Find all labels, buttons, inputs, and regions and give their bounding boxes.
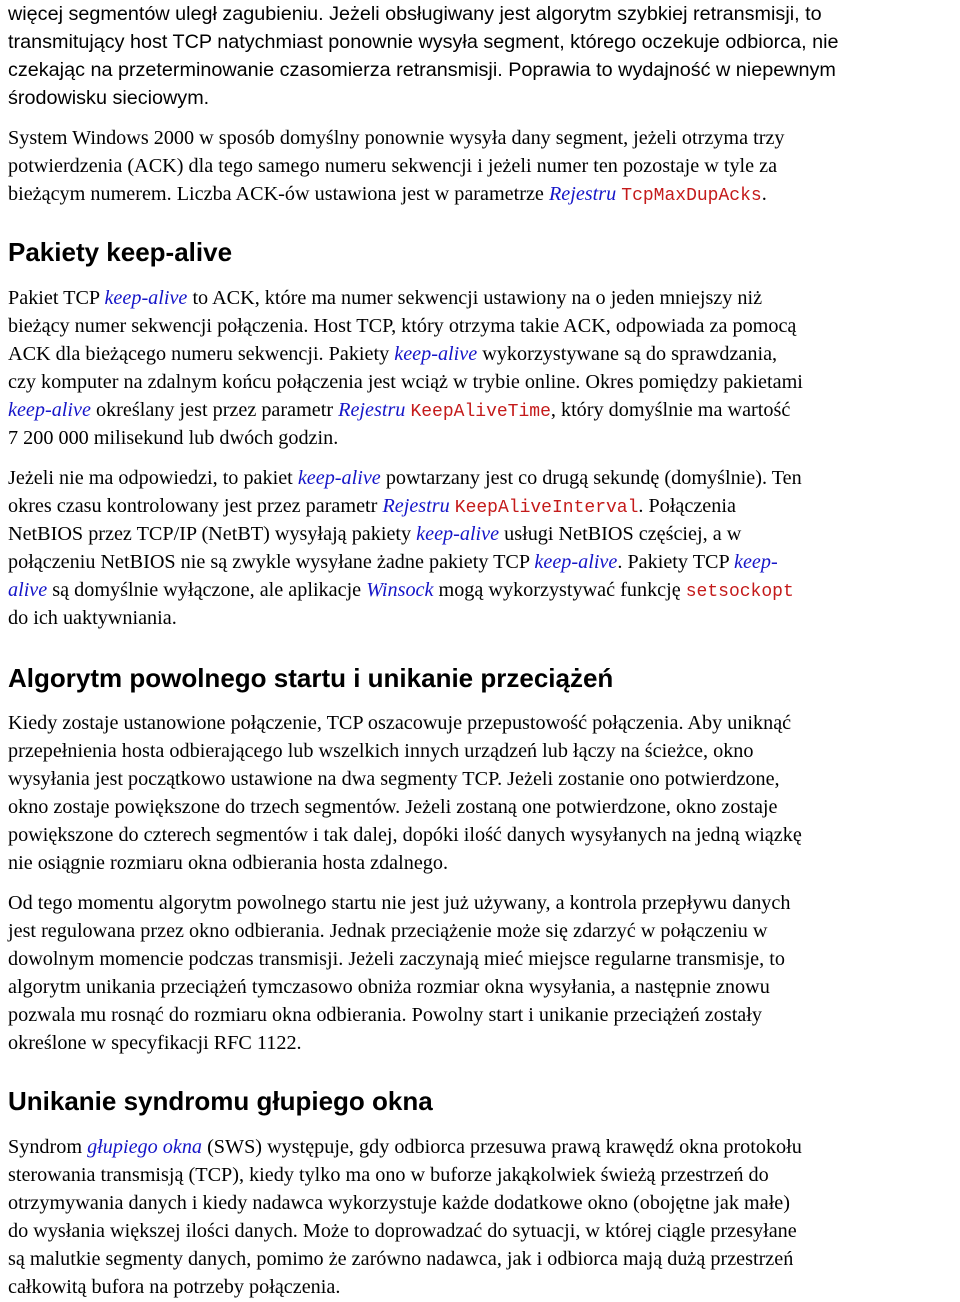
text-line: do ich uaktywniania. [8, 607, 177, 630]
text-line: keep-alive określany jest przez parametr Rejestru KeepAliveTime, który domyślnie ma wartość [8, 399, 791, 423]
text-line: Od tego momentu algorytm powolnego startu nie jest już używany, a kontrola przepływu danych [8, 892, 791, 914]
text-line: otrzymywania danych i kiedy nadawca wykorzystuje każde dodatkowe okno (obojętne jak małe) [8, 1192, 790, 1215]
text-line: transmitujący host TCP natychmiast ponownie wysyła segment, którego oczekuje odbiorca, nie [8, 31, 839, 54]
text-line: 7 200 000 milisekund lub dwóch godzin. [8, 427, 339, 450]
text-line: nie osiągnie rozmiaru okna odbierania hosta zdalnego. [8, 852, 449, 875]
heading-keep-alive: Pakiety keep-alive [8, 237, 233, 267]
paragraph-fast-retransmit [8, 0, 958, 112]
paragraph-slow-start-2 [8, 889, 958, 1058]
text-line: więcej segmentów uległ zagubieniu. Jeżeli obsługiwany jest algorytm szybkiej retransmisji, to [8, 3, 822, 25]
text-line: System Windows 2000 w sposób domyślny ponownie wysyła dany segment, jeżeli otrzyma trzy [8, 127, 785, 149]
text-line: bieżącym numerem. Liczba ACK-ów ustawiona jest w parametrze Rejestru TcpMaxDupAcks. [8, 183, 767, 207]
text-line: potwierdzenia (ACK) dla tego samego numeru sekwencji i jeżeli numer ten pozostaje w tyle za [8, 155, 778, 178]
text-line: czy komputer na zdalnym końcu połączenia jest wciąż w trybie online. Okres pomiędzy pakietami [8, 371, 803, 394]
registry-term: Rejestru [382, 495, 450, 518]
function-setsockopt: setsockopt [685, 582, 794, 603]
param-keepaliveinterval: KeepAliveInterval [454, 498, 639, 519]
text-line: połączeniu NetBIOS nie są zwykle wysyłane żadne pakiety TCP keep-alive. Pakiety TCP keep- [8, 551, 778, 574]
text-line: sterowania transmisją (TCP), kiedy tylko ma ono w buforze jakąkolwiek świeżą przestrzeń do [8, 1164, 769, 1187]
registry-term: Rejestru [338, 399, 406, 422]
text-line: algorytm unikania przeciążeń tymczasowo obniża rozmiar okna wysyłania, a następnie znowu [8, 976, 770, 999]
text-line: Jeżeli nie ma odpowiedzi, to pakiet keep-alive powtarzany jest co drugą sekundę (domyślnie). Ten [8, 467, 802, 489]
paragraph-keep-alive-2 [8, 464, 958, 633]
text-line: powiększone do czterech segmentów i tak dalej, dopóki ilość danych wysyłanych na jedną wiązkę [8, 824, 802, 847]
text-line: całkowitą bufora na potrzeby połączenia. [8, 1276, 341, 1299]
text-line: pozwala mu rosnąć do rozmiaru okna odbierania. Powolny start i unikanie przeciążeń zostały [8, 1004, 762, 1027]
text-line: określone w specyfikacji RFC 1122. [8, 1032, 302, 1055]
param-keepalivetime: KeepAliveTime [410, 402, 551, 423]
text-line: NetBIOS przez TCP/IP (NetBT) wysyłają pakiety keep-alive usługi NetBIOS częściej, a w [8, 523, 742, 546]
text-line: Kiedy zostaje ustanowione połączenie, TCP oszacowuje przepustowość połączenia. Aby uniknąć [8, 712, 792, 734]
text-line: przepełnienia hosta odbierającego lub wszelkich innych urządzeń lub łączy na ścieżce, okno [8, 740, 754, 763]
paragraph-keep-alive-1 [8, 284, 958, 453]
text-line: wysyłania jest początkowo ustawione na dwa segmenty TCP. Jeżeli zostanie ono potwierdzone, [8, 768, 780, 791]
text-line: bieżący numer sekwencji połączenia. Host TCP, który otrzyma takie ACK, odpowiada za pomocą [8, 315, 797, 338]
registry-term: Rejestru [548, 183, 617, 206]
text-line: okres czasu kontrolowany jest przez parametr Rejestru KeepAliveInterval. Połączenia [8, 495, 736, 519]
text-line: czekając na przeterminowanie czasomierza retransmisji. Poprawia to wydajność w niepewnym [8, 59, 836, 82]
text-line: środowisku sieciowym. [8, 87, 210, 110]
text-line: do wysłania większej ilości danych. Może to doprowadzać do sytuacji, w której ciągle przesyłane [8, 1220, 797, 1243]
text-line: ACK dla bieżącego numeru sekwencji. Pakiety keep-alive wykorzystywane są do sprawdzania, [8, 343, 778, 366]
text-line: Syndrom głupiego okna (SWS) występuje, gdy odbiorca przesuwa prawą krawędź okna protokołu [8, 1136, 802, 1158]
text-line: jest regulowana przez okno odbierania. Jednak przeciążenie może się zdarzyć w połączeniu w [8, 920, 768, 943]
text-line: dowolnym momencie podczas transmisji. Jeżeli zaczynają mieć miejsce regularne transmisje, to [8, 948, 785, 971]
winsock-term: Winsock [366, 579, 434, 602]
paragraph-slow-start-1 [8, 709, 958, 878]
text-line: okno zostaje powiększone do trzech segmentów. Jeżeli zostaną one potwierdzone, okno zostaje [8, 796, 778, 819]
paragraph-windows-2000 [8, 124, 958, 208]
heading-slow-start: Algorytm powolnego startu i unikanie przeciążeń [8, 663, 614, 693]
heading-silly-window: Unikanie syndromu głupiego okna [8, 1086, 433, 1116]
text-line: Pakiet TCP keep-alive to ACK, które ma numer sekwencji ustawiony na o jeden mniejszy niż [8, 287, 763, 309]
text-line: są malutkie segmenty danych, pomimo że zarówno nadawca, jak i odbiorca mają dużą przestrzeń [8, 1248, 794, 1271]
param-tcpmaxdupacks: TcpMaxDupAcks [621, 186, 762, 207]
text-line: alive są domyślnie wyłączone, ale aplikacje Winsock mogą wykorzystywać funkcję setsockopt [8, 579, 794, 603]
paragraph-silly-window [8, 1133, 958, 1302]
